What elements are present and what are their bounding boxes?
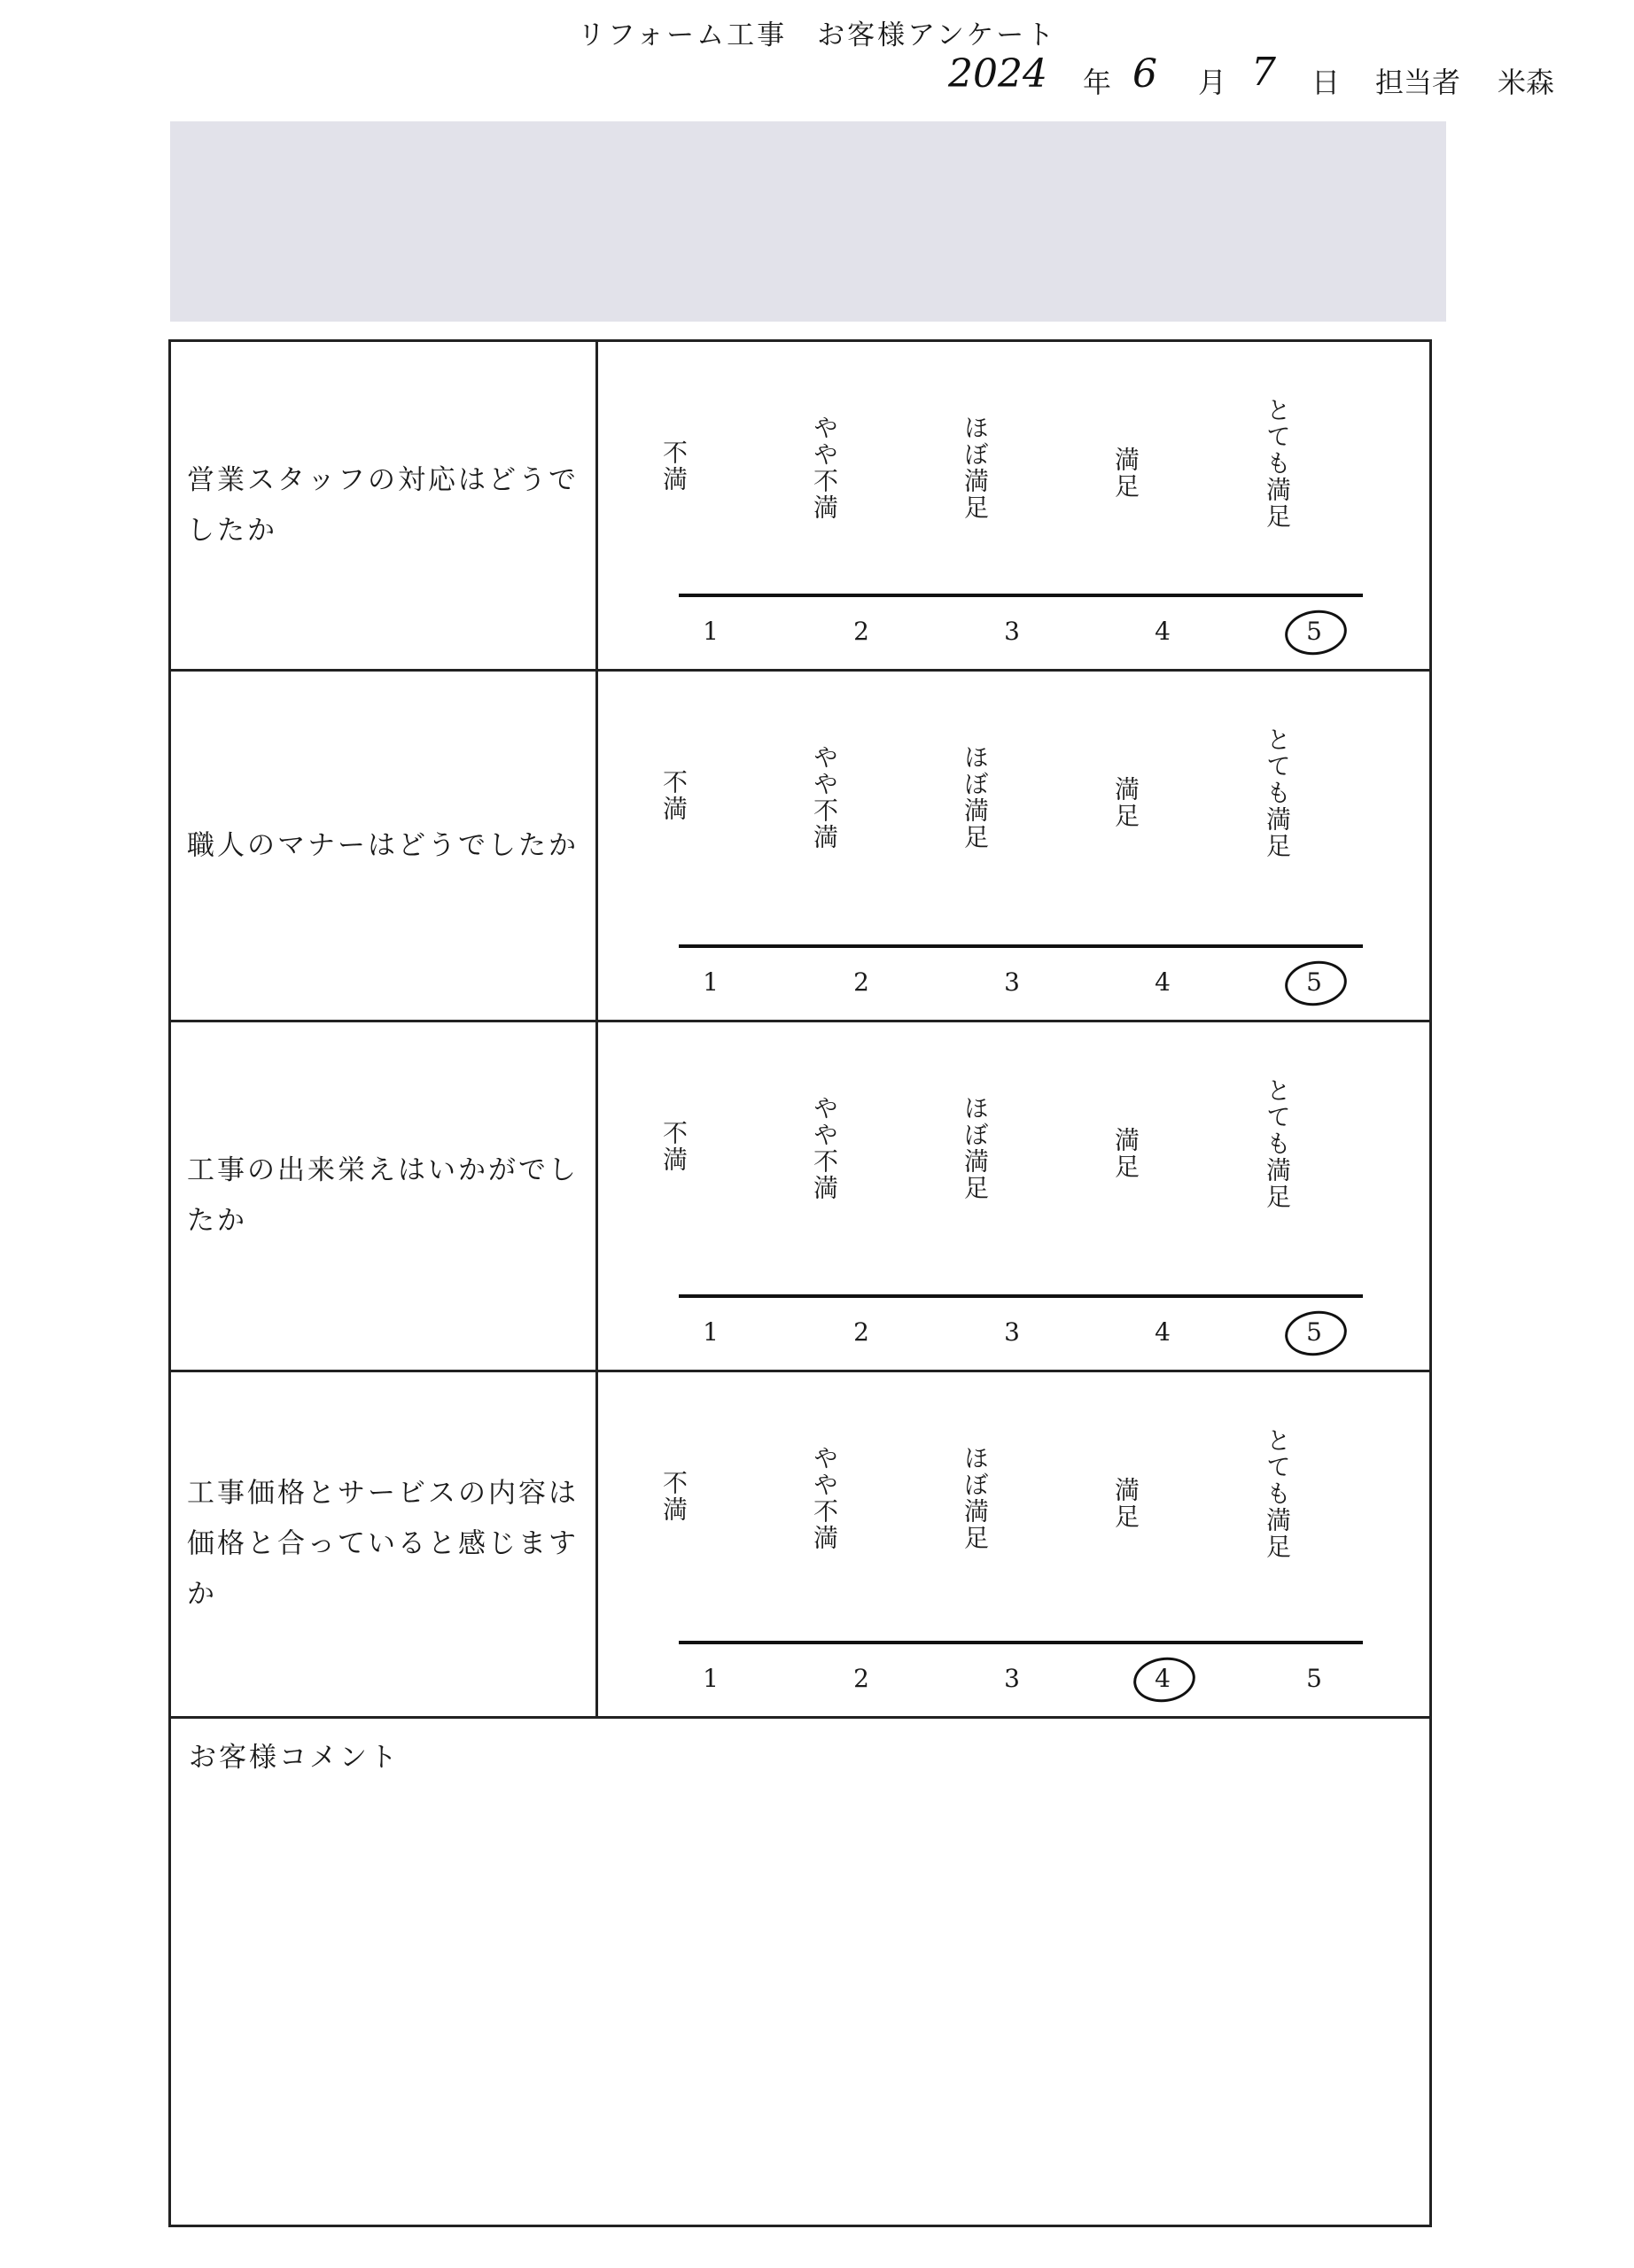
question-cell	[171, 1022, 598, 1370]
staff-label: 担当者	[1375, 66, 1461, 99]
scale-label: とても満足	[1263, 1427, 1292, 1560]
staff-name: 米森	[1498, 66, 1555, 99]
scale-label: 不満	[659, 1120, 689, 1173]
survey-table	[168, 339, 1432, 2227]
month-label: 月	[1198, 66, 1227, 99]
question-cell	[171, 672, 598, 1020]
year-label: 年	[1083, 66, 1112, 99]
scale-line	[679, 594, 1363, 597]
scale-label: とても満足	[1263, 1077, 1292, 1210]
selected-rating-circle	[1282, 606, 1350, 658]
scale-number[interactable]: 1	[703, 1317, 719, 1347]
scale-label: とても満足	[1263, 726, 1292, 859]
survey-title: リフォーム工事 お客様アンケート	[577, 19, 1057, 51]
scale-number[interactable]: 5	[1306, 967, 1322, 997]
scale-label: 満足	[1111, 1127, 1140, 1180]
scale-number[interactable]: 5	[1306, 617, 1322, 646]
scale-label: やや不満	[810, 744, 839, 850]
scale-label: 不満	[659, 1470, 689, 1523]
selected-rating-circle	[1131, 1653, 1198, 1705]
question-cell	[171, 342, 598, 669]
scale-label: 不満	[659, 439, 689, 493]
question-text: 職人のマナーはどうでしたか	[187, 829, 579, 861]
question-row	[171, 342, 1429, 672]
question-text: 工事の出来栄えはいかがでしたか	[187, 1154, 579, 1237]
scale-label: 満足	[1111, 776, 1140, 829]
scale-label: やや不満	[810, 1095, 839, 1201]
scale-line	[679, 1294, 1363, 1298]
redacted-customer-info	[170, 121, 1446, 322]
scale-label: ほぼ満足	[961, 1445, 990, 1551]
scale-number[interactable]: 5	[1306, 1664, 1322, 1693]
scale-label: ほぼ満足	[961, 1095, 990, 1201]
scale-label: 満足	[1111, 1477, 1140, 1530]
selected-rating-circle	[1282, 957, 1350, 1009]
scale-number[interactable]: 2	[853, 617, 869, 646]
comment-label: お客様コメント	[189, 1742, 400, 1774]
question-text: 工事価格とサービスの内容は価格と合っていると感じますか	[187, 1477, 579, 1611]
date-year: 2024	[948, 51, 1047, 97]
scale-number[interactable]: 4	[1155, 1317, 1171, 1347]
scale-number[interactable]: 4	[1155, 617, 1171, 646]
comment-field[interactable]	[189, 1781, 1412, 2207]
question-cell	[171, 1372, 598, 1716]
scale-number[interactable]: 3	[1004, 1317, 1020, 1347]
scale-line	[679, 1641, 1363, 1644]
scale-label: ほぼ満足	[961, 415, 990, 521]
scale-number[interactable]: 1	[703, 967, 719, 997]
scale-number[interactable]: 4	[1155, 1664, 1171, 1693]
question-row	[171, 1022, 1429, 1372]
scale-number[interactable]: 2	[853, 1317, 869, 1347]
date-line	[939, 50, 1613, 119]
scale-number[interactable]: 1	[703, 1664, 719, 1693]
scale-number[interactable]: 2	[853, 1664, 869, 1693]
comment-row	[171, 1719, 1429, 2225]
scale-number[interactable]: 3	[1004, 1664, 1020, 1693]
scale-label: やや不満	[810, 415, 839, 521]
scale-number[interactable]: 3	[1004, 967, 1020, 997]
selected-rating-circle	[1282, 1307, 1350, 1359]
scale-number[interactable]: 5	[1306, 1317, 1322, 1347]
scale-number[interactable]: 4	[1155, 967, 1171, 997]
date-day: 7	[1251, 50, 1276, 95]
scale-label: やや不満	[810, 1445, 839, 1551]
date-month: 6	[1132, 51, 1157, 97]
scale-label: とても満足	[1263, 397, 1292, 530]
scale-label: 満足	[1111, 447, 1140, 500]
question-row	[171, 672, 1429, 1022]
scale-label: 不満	[659, 769, 689, 822]
scale-number[interactable]: 1	[703, 617, 719, 646]
day-label: 日	[1311, 66, 1341, 99]
scale-number[interactable]: 3	[1004, 617, 1020, 646]
question-text: 営業スタッフの対応はどうでしたか	[187, 463, 579, 547]
scale-line	[679, 944, 1363, 948]
scale-number[interactable]: 2	[853, 967, 869, 997]
question-row	[171, 1372, 1429, 1719]
scale-label: ほぼ満足	[961, 744, 990, 850]
